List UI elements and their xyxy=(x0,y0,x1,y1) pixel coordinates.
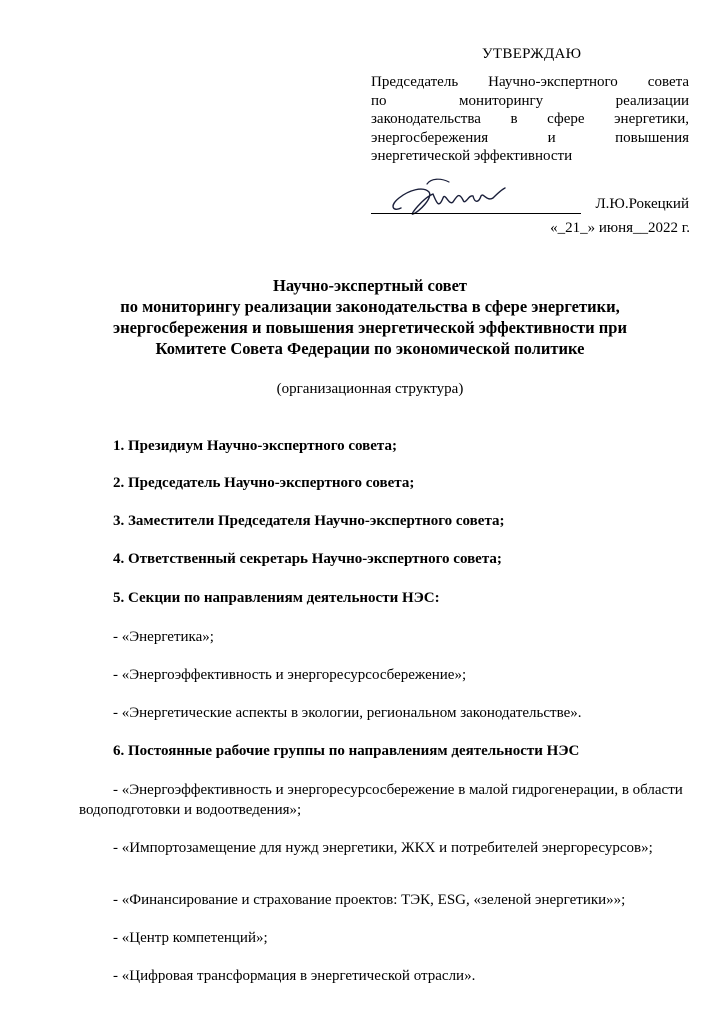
working-group-item: - «Энергоэффективность и энергоресурсосбережение в малой гидрогенерации, в области водоподготовки и водоотведения»; xyxy=(79,782,683,818)
structure-item-working-groups: 6. Постоянные рабочие группы по направлениям деятельности НЭС xyxy=(113,743,580,759)
signature-line xyxy=(371,213,581,214)
approval-signatory-title xyxy=(371,73,689,166)
structure-item-sections: 5. Секции по направлениям деятельности НЭС: xyxy=(113,590,440,606)
section-list-item: - «Энергетические аспекты в экологии, региональном законодательстве». xyxy=(113,705,582,721)
title-line: Комитете Совета Федерации по экономической политике xyxy=(155,339,585,358)
working-group-item: - «Финансирование и страхование проектов: ТЭК, ESG, «зеленой энергетики»»; xyxy=(113,892,626,908)
approval-line: законодательства в сфере энергетики, xyxy=(371,111,689,127)
approval-line: энергетической эффективности xyxy=(371,148,573,164)
structure-item-presidium: 1. Президиум Научно-экспертного совета; xyxy=(113,438,397,454)
document-subtitle: (организационная структура) xyxy=(276,381,464,397)
approval-line: Председатель Научно-экспертного совета xyxy=(371,74,689,90)
signature-row xyxy=(371,196,689,216)
structure-item-deputies: 3. Заместители Председателя Научно-экспертного совета; xyxy=(113,513,505,529)
approval-line: по мониторингу реализации xyxy=(371,92,689,109)
signer-name: Л.Ю.Рокецкий xyxy=(595,196,689,212)
structure-item-chairman: 2. Председатель Научно-экспертного совета; xyxy=(113,475,415,491)
section-list-item: - «Энергетика»; xyxy=(113,629,214,645)
structure-item-secretary: 4. Ответственный секретарь Научно-экспертного совета; xyxy=(113,551,502,567)
approval-line: энергосбережения и повышения xyxy=(371,129,689,146)
approval-date: «_21_» июня__2022 г. xyxy=(550,220,690,236)
section-list-item: - «Энергоэффективность и энергоресурсосбережение»; xyxy=(113,667,467,683)
approval-heading: УТВЕРЖДАЮ xyxy=(482,46,582,62)
document-title xyxy=(40,275,700,359)
working-group-item: - «Импортозамещение для нужд энергетики, ЖКХ и потребителей энергоресурсов»; xyxy=(113,840,653,856)
working-group-item: - «Цифровая трансформация в энергетической отрасли». xyxy=(113,968,476,984)
working-group-item: - «Центр компетенций»; xyxy=(113,930,268,946)
title-line: по мониторингу реализации законодательства в сфере энергетики, xyxy=(120,297,620,316)
title-line: Научно-экспертный совет xyxy=(272,276,468,295)
title-line: энергосбережения и повышения энергетической эффективности при xyxy=(113,318,627,337)
